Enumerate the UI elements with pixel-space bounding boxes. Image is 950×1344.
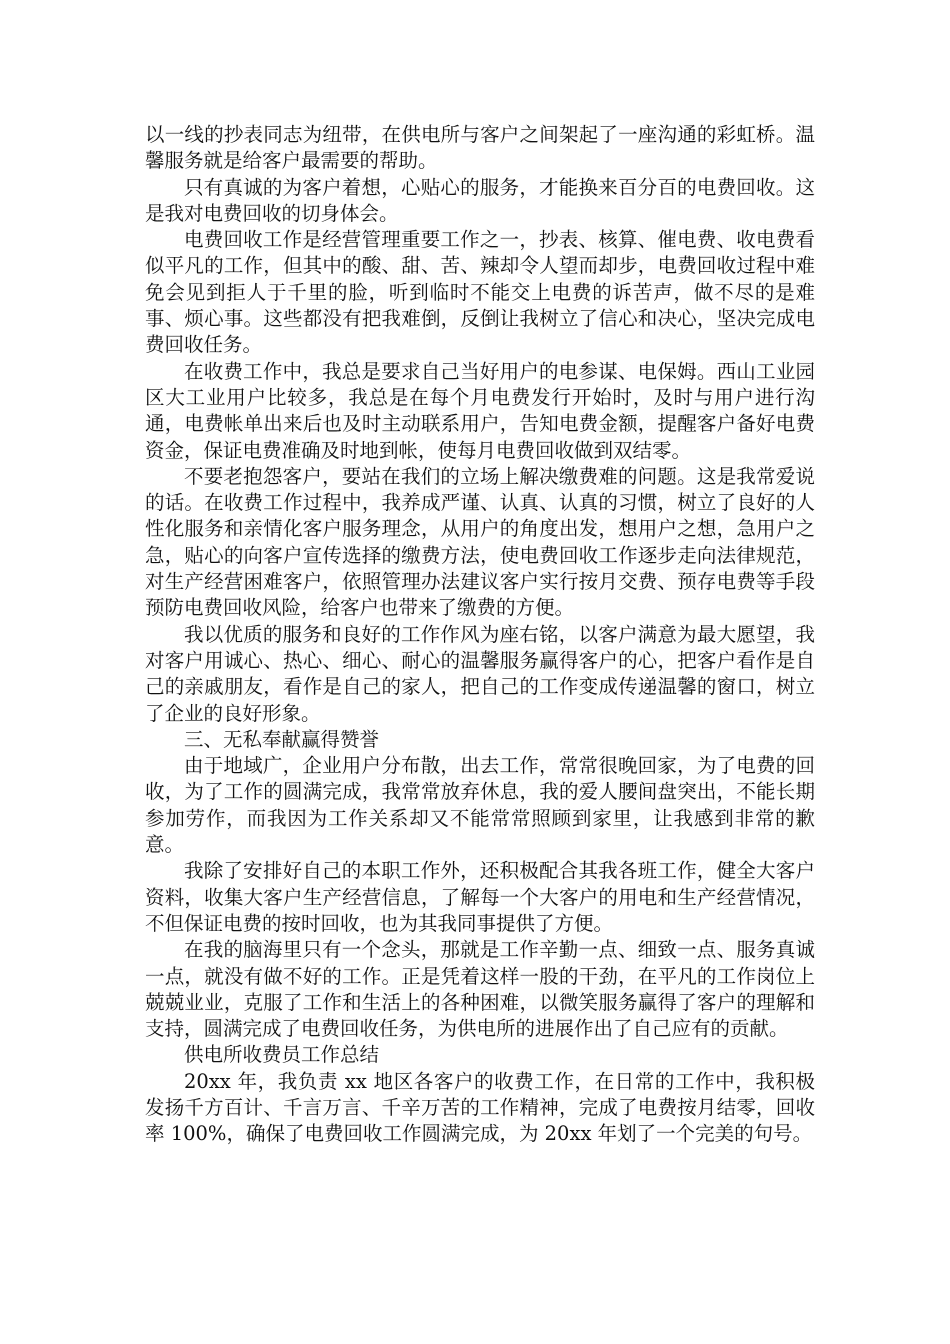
paragraph-customer-attitude: 不要老抱怨客户，要站在我们的立场上解决缴费难的问题。这是我常爱说的话。在收费工作过程中，我养成严谨、认真、认真的习惯，树立了良好的人性化服务和亲情化客户服务理念，从用户的角度出发，想用户之想，急用户之急，贴心的向客户宣传选择的缴费方法，使电费回收工作逐步走向法律规范，对生产经营困难客户，依照管理办法建议客户实行按月交费、预存电费等手段预防电费回收风险，给客户也带来了缴费的方便。 (145, 464, 815, 620)
paragraph-annual-summary: 20xx 年，我负责 xx 地区各客户的收费工作，在日常的工作中，我积极发扬千方百计、千言万言、千辛万苦的工作精神，完成了电费按月结零，回收率 100%，确保了电费回收工作圆满完成，为 20xx 年划了一个完美的句号。 (145, 1069, 815, 1146)
paragraph-diligence: 在我的脑海里只有一个念头，那就是工作辛勤一点、细致一点、服务真诚一点，就没有做不好的工作。正是凭着这样一股的干劲，在平凡的工作岗位上兢兢业业，克服了工作和生活上的各种困难，以微笑服务赢得了客户的理解和支持，圆满完成了电费回收任务，为供电所的进展作出了自己应有的贡献。 (145, 938, 815, 1041)
paragraph-continuation: 以一线的抄表同志为纽带，在供电所与客户之间架起了一座沟通的彩虹桥。温馨服务就是给客户最需要的帮助。 (145, 123, 815, 173)
paragraph-cooperation: 我除了安排好自己的本职工作外，还积极配合其我各班工作，健全大客户资料，收集大客户生产经营信息，了解每一个大客户的用电和生产经营情况，不但保证电费的按时回收，也为其我同事提供了方便。 (145, 859, 815, 935)
section-title-summary: 供电所收费员工作总结 (184, 1043, 380, 1067)
paragraph-sacrifice: 由于地域广，企业用户分布散，出去工作，常常很晚回家，为了电费的回收，为了工作的圆满完成，我常常放弃休息，我的爱人腰间盘突出，不能长期参加劳作，而我因为工作关系却又不能常常照顾到家里，让我感到非常的歉意。 (145, 754, 815, 857)
paragraph-collection-work: 电费回收工作是经营管理重要工作之一，抄表、核算、催电费、收电费看似平凡的工作，但其中的酸、甜、苦、辣却令人望而却步，电费回收过程中难免会见到拒人于千里的脸，听到临时不能交上电费的诉苦声，做不尽的是难事、烦心事。这些都没有把我难倒，反倒让我树立了信心和决心，坚决完成电费回收任务。 (145, 228, 815, 357)
section-heading-dedication: 三、无私奉献赢得赞誉 (184, 727, 380, 751)
document-body (145, 122, 815, 1148)
paragraph-service-motto: 我以优质的服务和良好的工作作风为座右铭，以客户满意为最大愿望，我对客户用诚心、热心、细心、耐心的温馨服务赢得客户的心，把客户看作是自己的亲戚朋友，看作是自己的家人，把自己的工作变成传递温馨的窗口，树立了企业的良好形象。 (145, 622, 815, 725)
paragraph-sincerity: 只有真诚的为客户着想，心贴心的服务，才能换来百分百的电费回收。这是我对电费回收的切身体会。 (145, 175, 815, 225)
paragraph-fee-collection: 在收费工作中，我总是要求自己当好用户的电参谋、电保姆。西山工业园区大工业用户比较多，我总是在每个月电费发行开始时，及时与用户进行沟通，电费帐单出来后也及时主动联系用户，告知电费金额，提醒客户备好电费资金，保证电费准确及时地到帐，使每月电费回收做到双结零。 (145, 359, 815, 462)
